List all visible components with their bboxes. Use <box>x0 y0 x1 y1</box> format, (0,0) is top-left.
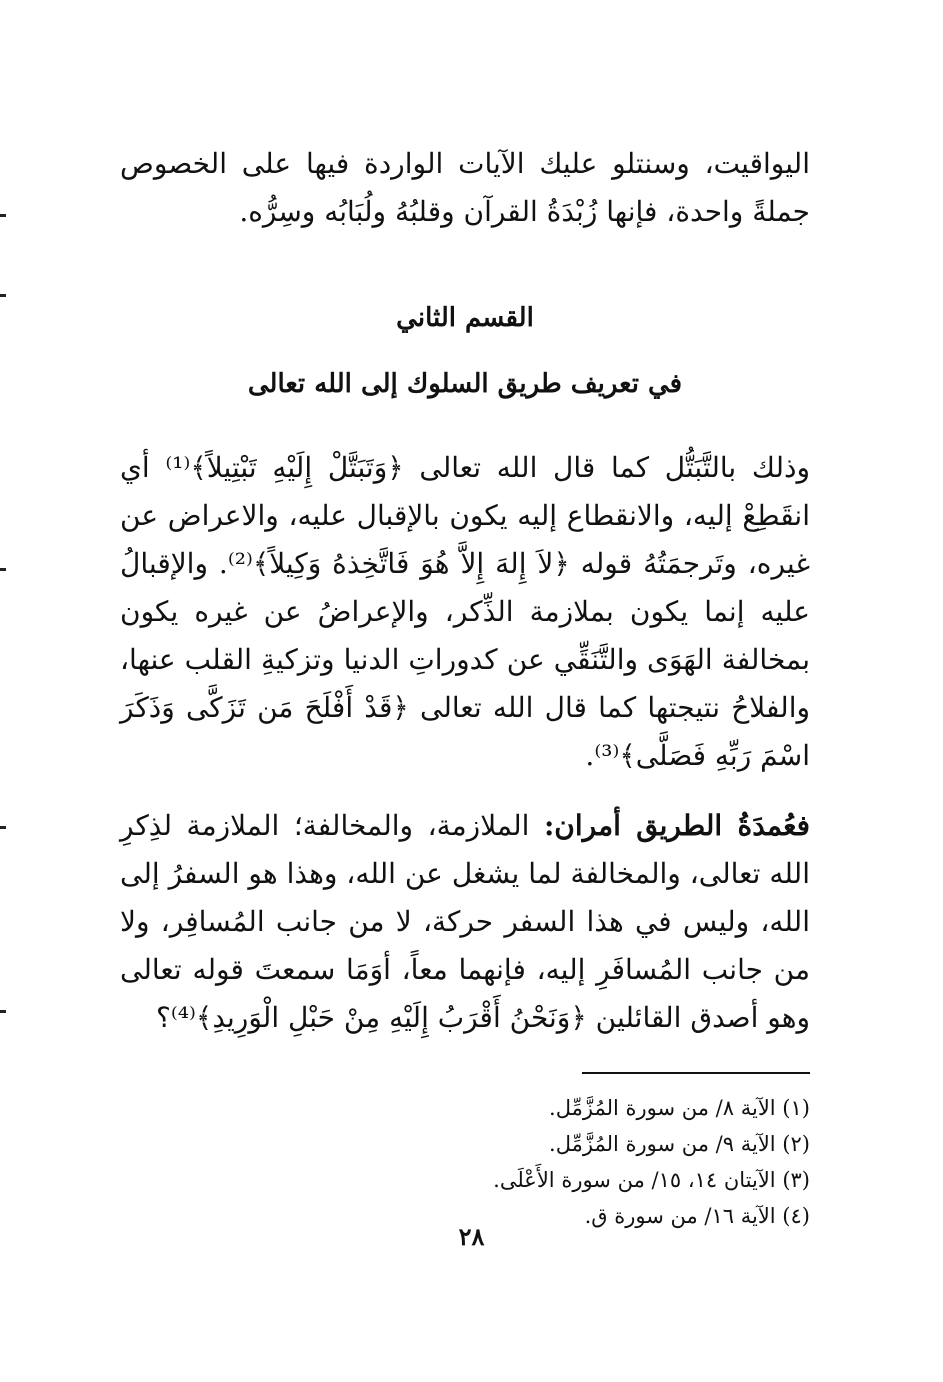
scan-mark <box>0 568 6 571</box>
intro-paragraph: اليواقيت، وسنتلو عليك الآيات الواردة فيها على الخصوص جملةً واحدة، فإنها زُبْدَةُ القرآن وقلبُهُ ولُبَابُه وسِرُّه. <box>120 147 810 228</box>
paragraph-2-text: الملازمة، والمخالفة؛ الملازمة لذِكرِ الله تعالى، والمخالفة لما يشغل عن الله، وهذا هو السفرُ إلى الله، وليس في هذا السفر حركة، لا من جانب المُسافِر، ولا من جانب المُسافَرِ إليه، فإنهما معاً، أوَمَا سمعتَ قوله تعالى وهو أصدق القائلين ﴿وَنَحْنُ أَقْرَبُ إِلَيْهِ مِنْ حَبْلِ الْوَرِيدِ﴾⁽⁴⁾؟ <box>120 809 810 1034</box>
footnote-4: (٤) الآية ١٦/ من سورة ق. <box>584 1204 810 1228</box>
body-paragraph-1: وذلك بالتَّبَتُّل كما قال الله تعالى ﴿وَتَبَتَّلْ إِلَيْهِ تَبْتِيلاً﴾⁽¹⁾ أي انقَطِعْ إليه، والانقطاع إليه يكون بالإقبال عليه، والاعراض عن غيره، وتَرجمَتُهُ قوله ﴿لاَ إِلهَ إِلاَّ هُوَ فَاتَّخِذهُ وَكِيلاً﴾⁽²⁾. والإقبالُ عليه إنما يكون بملازمة الذِّكر، والإعراضُ عن غيره يكون بمخالفة الهَوَى والتَّنَقِّي عن كدوراتِ الدنيا وتزكيةِ القلب عنها، والفلاحُ نتيجتها كما قال الله تعالى ﴿قَدْ أَفْلَحَ مَن تَزَكَّى وَذَكَرَ اسْمَ رَبِّهِ فَصَلَّى﴾⁽³⁾. <box>120 451 810 772</box>
footnote-2: (٢) الآية ٩/ من سورة المُزَّمِّل. <box>549 1132 810 1156</box>
page-number: ٢٨ <box>458 1222 485 1251</box>
paragraph-lead: فعُمدَةُ الطريق أمران: <box>543 809 810 842</box>
scan-mark <box>0 214 6 217</box>
body-paragraph-2 <box>120 802 810 1042</box>
footnote-3: (٣) الآيتان ١٤، ١٥/ من سورة الأَعْلَى. <box>493 1168 810 1192</box>
footnote-divider <box>582 1072 810 1074</box>
section-subtitle: في تعريف طريق السلوك إلى الله تعالى <box>247 369 683 399</box>
footnote-1: (١) الآية ٨/ من سورة المُزَّمِّل. <box>549 1096 810 1120</box>
page-content <box>120 140 810 1234</box>
footnotes <box>120 1090 810 1234</box>
scan-mark <box>0 826 6 829</box>
scan-mark <box>0 1010 6 1013</box>
scan-mark <box>0 294 6 297</box>
section-title: القسم الثاني <box>396 303 534 333</box>
